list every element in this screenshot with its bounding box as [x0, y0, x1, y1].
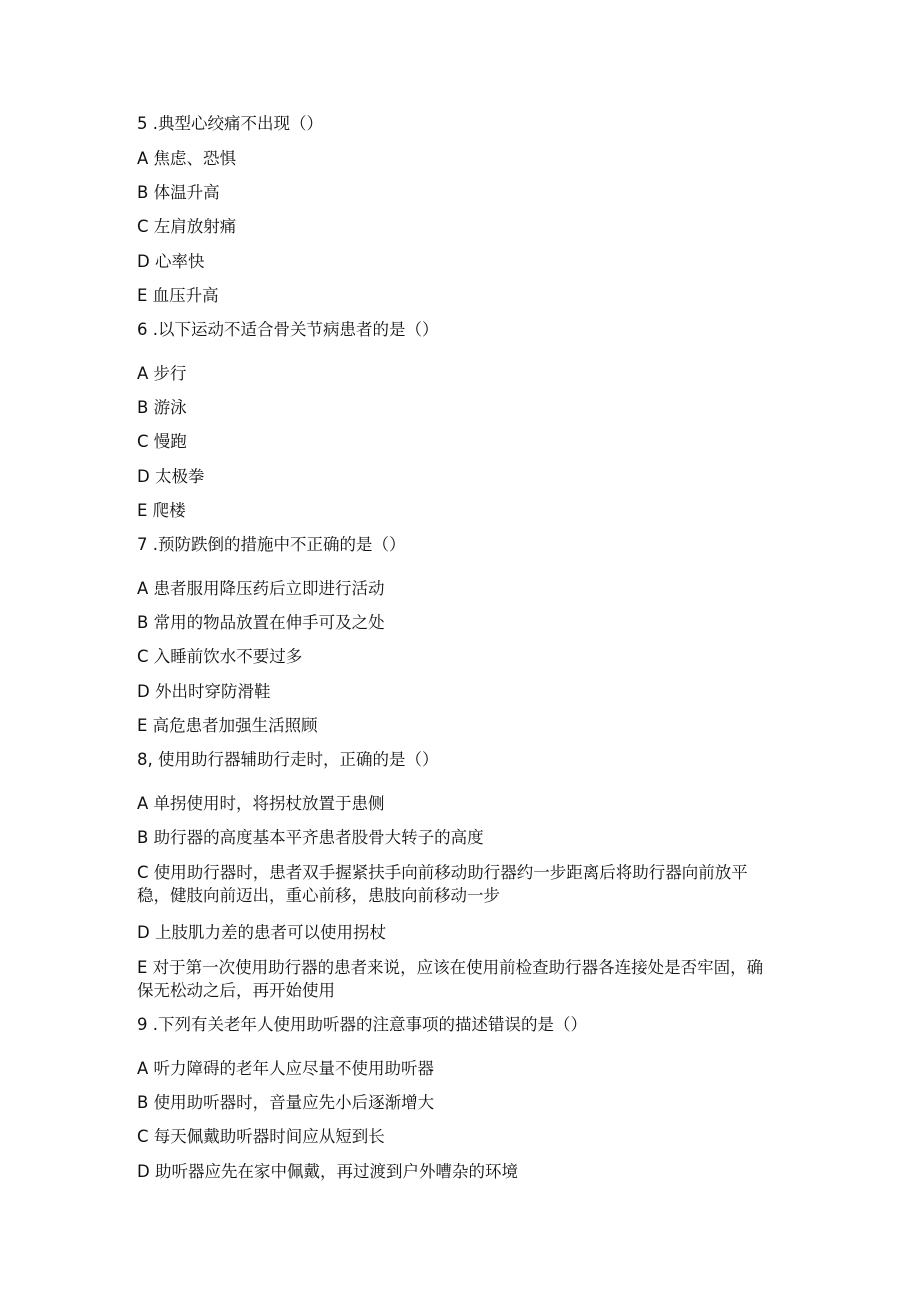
question-8-option-b: B 助行器的高度基本平齐患者股骨大转子的高度: [137, 828, 484, 847]
question-9-stem: 9 .下列有关老年人使用助听器的注意事项的描述错误的是（）: [137, 1015, 587, 1034]
question-9-option-c: C 每天佩戴助听器时间应从短到长: [137, 1127, 385, 1146]
question-7-option-d: D 外出时穿防滑鞋: [137, 682, 271, 701]
question-8-option-a: A 单拐使用时，将拐杖放置于患侧: [137, 794, 385, 813]
question-7-option-e: E 高危患者加强生活照顾: [137, 716, 318, 735]
question-6-stem: 6 .以下运动不适合骨关节病患者的是（）: [137, 320, 439, 339]
question-9-option-d: D 助听器应先在家中佩戴，再过渡到户外嘈杂的环境: [137, 1162, 518, 1181]
question-9-option-b: B 使用助听器时，音量应先小后逐渐增大: [137, 1093, 435, 1112]
question-9-option-a: A 听力障碍的老年人应尽量不使用助听器: [137, 1059, 435, 1078]
question-6-option-d: D 太极拳: [137, 467, 205, 486]
question-7-option-c: C 入睡前饮水不要过多: [137, 647, 303, 666]
question-8-option-d: D 上肢肌力差的患者可以使用拐杖: [137, 923, 386, 942]
question-5-option-e: E 血压升高: [137, 286, 219, 305]
question-5-option-b: B 体温升高: [137, 183, 220, 202]
question-6-option-e: E 爬楼: [137, 501, 186, 520]
question-8-option-e: E 对于第一次使用助行器的患者来说，应该在使用前检查助行器各连接处是否牢固，确保无松动之后，再开始使用: [137, 958, 764, 1000]
question-7-option-b: B 常用的物品放置在伸手可及之处: [137, 613, 385, 632]
question-5-stem: 5 .典型心绞痛不出现（）: [137, 114, 323, 133]
question-7-option-a: A 患者服用降压药后立即进行活动: [137, 579, 385, 598]
question-8-option-c: C 使用助行器时，患者双手握紧扶手向前移动助行器约一步距离后将助行器向前放平稳，健肢向前迈出，重心前移，患肢向前移动一步: [137, 863, 748, 905]
question-5-option-a: A 焦虑、恐惧: [137, 149, 237, 168]
question-6-option-b: B 游泳: [137, 398, 187, 417]
question-8-stem: 8, 使用助行器辅助行走时，正确的是（）: [137, 750, 439, 769]
question-5-option-c: C 左肩放射痛: [137, 217, 237, 236]
question-5-option-d: D 心率快: [137, 252, 205, 271]
question-6-option-c: C 慢跑: [137, 432, 187, 451]
question-6-option-a: A 步行: [137, 364, 187, 383]
question-7-stem: 7 .预防跌倒的措施中不正确的是（）: [137, 535, 406, 554]
